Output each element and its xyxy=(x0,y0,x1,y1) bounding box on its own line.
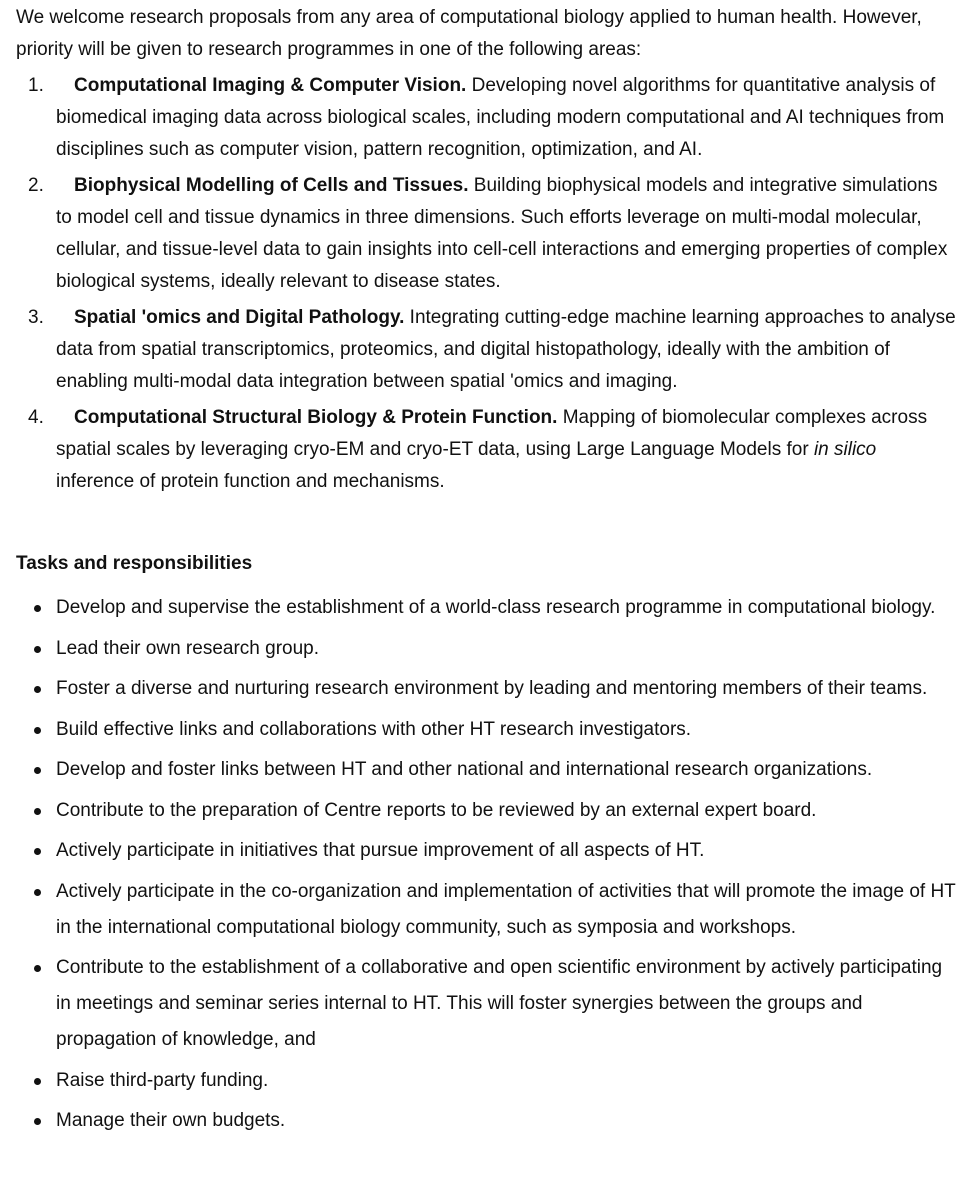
task-text: Actively participate in the co-organization and implementation of activities that will promote the image of HT in the international computational biology community, such as symposia and workshops. xyxy=(56,880,956,938)
area-description: Developing novel algorithms for quantitative analysis of biomedical imaging data across biological scales, including modern computational and AI techniques from disciplines such as computer vision, pattern recognition, optimization, and AI. xyxy=(56,75,945,160)
task-text: Develop and supervise the establishment of a world-class research programme in computational biology. xyxy=(56,597,936,618)
priority-area-item xyxy=(16,70,957,166)
area-description: Building biophysical models and integrative simulations to model cell and tissue dynamics in three dimensions. Such efforts leverage on multi-modal molecular, cellular, and tissue-level data to gain insights into cell-cell interactions and emerging properties of complex biological systems, ideally relevant to disease states. xyxy=(56,175,948,292)
task-text: Manage their own budgets. xyxy=(56,1110,286,1131)
task-text: Contribute to the preparation of Centre reports to be reviewed by an external expert board. xyxy=(56,799,817,821)
area-title: Biophysical Modelling of Cells and Tissues. xyxy=(74,175,469,196)
bullet-icon xyxy=(34,1078,41,1085)
list-number: 2. xyxy=(28,175,44,196)
task-text: Develop and foster links between HT and other national and international research organizations. xyxy=(56,759,873,780)
tasks-heading: Tasks and responsibilities xyxy=(16,553,253,574)
intro-paragraph: We welcome research proposals from any area of computational biology applied to human health. However, priority will be given to research programmes in one of the following areas: xyxy=(16,7,922,60)
list-number: 4. xyxy=(28,407,44,428)
task-text: Raise third-party funding. xyxy=(56,1069,269,1091)
task-item xyxy=(16,874,957,946)
task-item xyxy=(16,712,957,748)
task-item xyxy=(16,1063,957,1099)
area-description-italic: in silico xyxy=(813,439,877,460)
bullet-icon xyxy=(34,848,41,855)
task-text: Build effective links and collaborations with other HT research investigators. xyxy=(56,718,692,740)
task-item xyxy=(16,590,957,626)
area-title: Spatial 'omics and Digital Pathology. xyxy=(74,307,405,328)
task-item xyxy=(16,833,957,869)
priority-area-item xyxy=(16,402,957,498)
bullet-icon xyxy=(34,686,41,693)
bullet-icon xyxy=(34,1118,41,1125)
bullet-icon xyxy=(34,889,41,896)
bullet-icon xyxy=(34,767,41,774)
task-item xyxy=(16,793,957,829)
bullet-icon xyxy=(34,965,41,972)
area-description-end: inference of protein function and mechanisms. xyxy=(56,471,445,492)
list-number: 3. xyxy=(28,307,44,328)
task-text: Contribute to the establishment of a collaborative and open scientific environment by actively participating in meetings and seminar series internal to HT. This will foster synergies between the groups and propagation of knowledge, and xyxy=(56,957,943,1050)
task-text: Lead their own research group. xyxy=(56,637,319,659)
task-item xyxy=(16,1103,957,1139)
bullet-icon xyxy=(34,727,41,734)
bullet-icon xyxy=(34,808,41,815)
priority-areas-list xyxy=(16,70,957,498)
area-description: Mapping of biomolecular complexes across spatial scales by leveraging cryo-EM and cryo-ET data, using Large Language Models for xyxy=(56,407,928,460)
priority-area-item xyxy=(16,170,957,298)
task-text: Foster a diverse and nurturing research environment by leading and mentoring members of their teams. xyxy=(56,678,928,699)
task-text: Actively participate in initiatives that pursue improvement of all aspects of HT. xyxy=(56,840,705,861)
tasks-list xyxy=(16,590,957,1139)
task-item xyxy=(16,752,957,788)
bullet-icon xyxy=(34,605,41,612)
bullet-icon xyxy=(34,646,41,653)
priority-area-item xyxy=(16,302,957,398)
task-item xyxy=(16,631,957,667)
task-item xyxy=(16,671,957,707)
list-number: 1. xyxy=(28,75,44,96)
area-title: Computational Imaging & Computer Vision. xyxy=(74,75,467,96)
task-item xyxy=(16,950,957,1058)
area-description: Integrating cutting-edge machine learning approaches to analyse data from spatial transcriptomics, proteomics, and digital histopathology, ideally with the ambition of enabling multi-modal data integration between spatial 'omics and imaging. xyxy=(56,307,956,392)
area-title: Computational Structural Biology & Protein Function. xyxy=(74,407,558,428)
